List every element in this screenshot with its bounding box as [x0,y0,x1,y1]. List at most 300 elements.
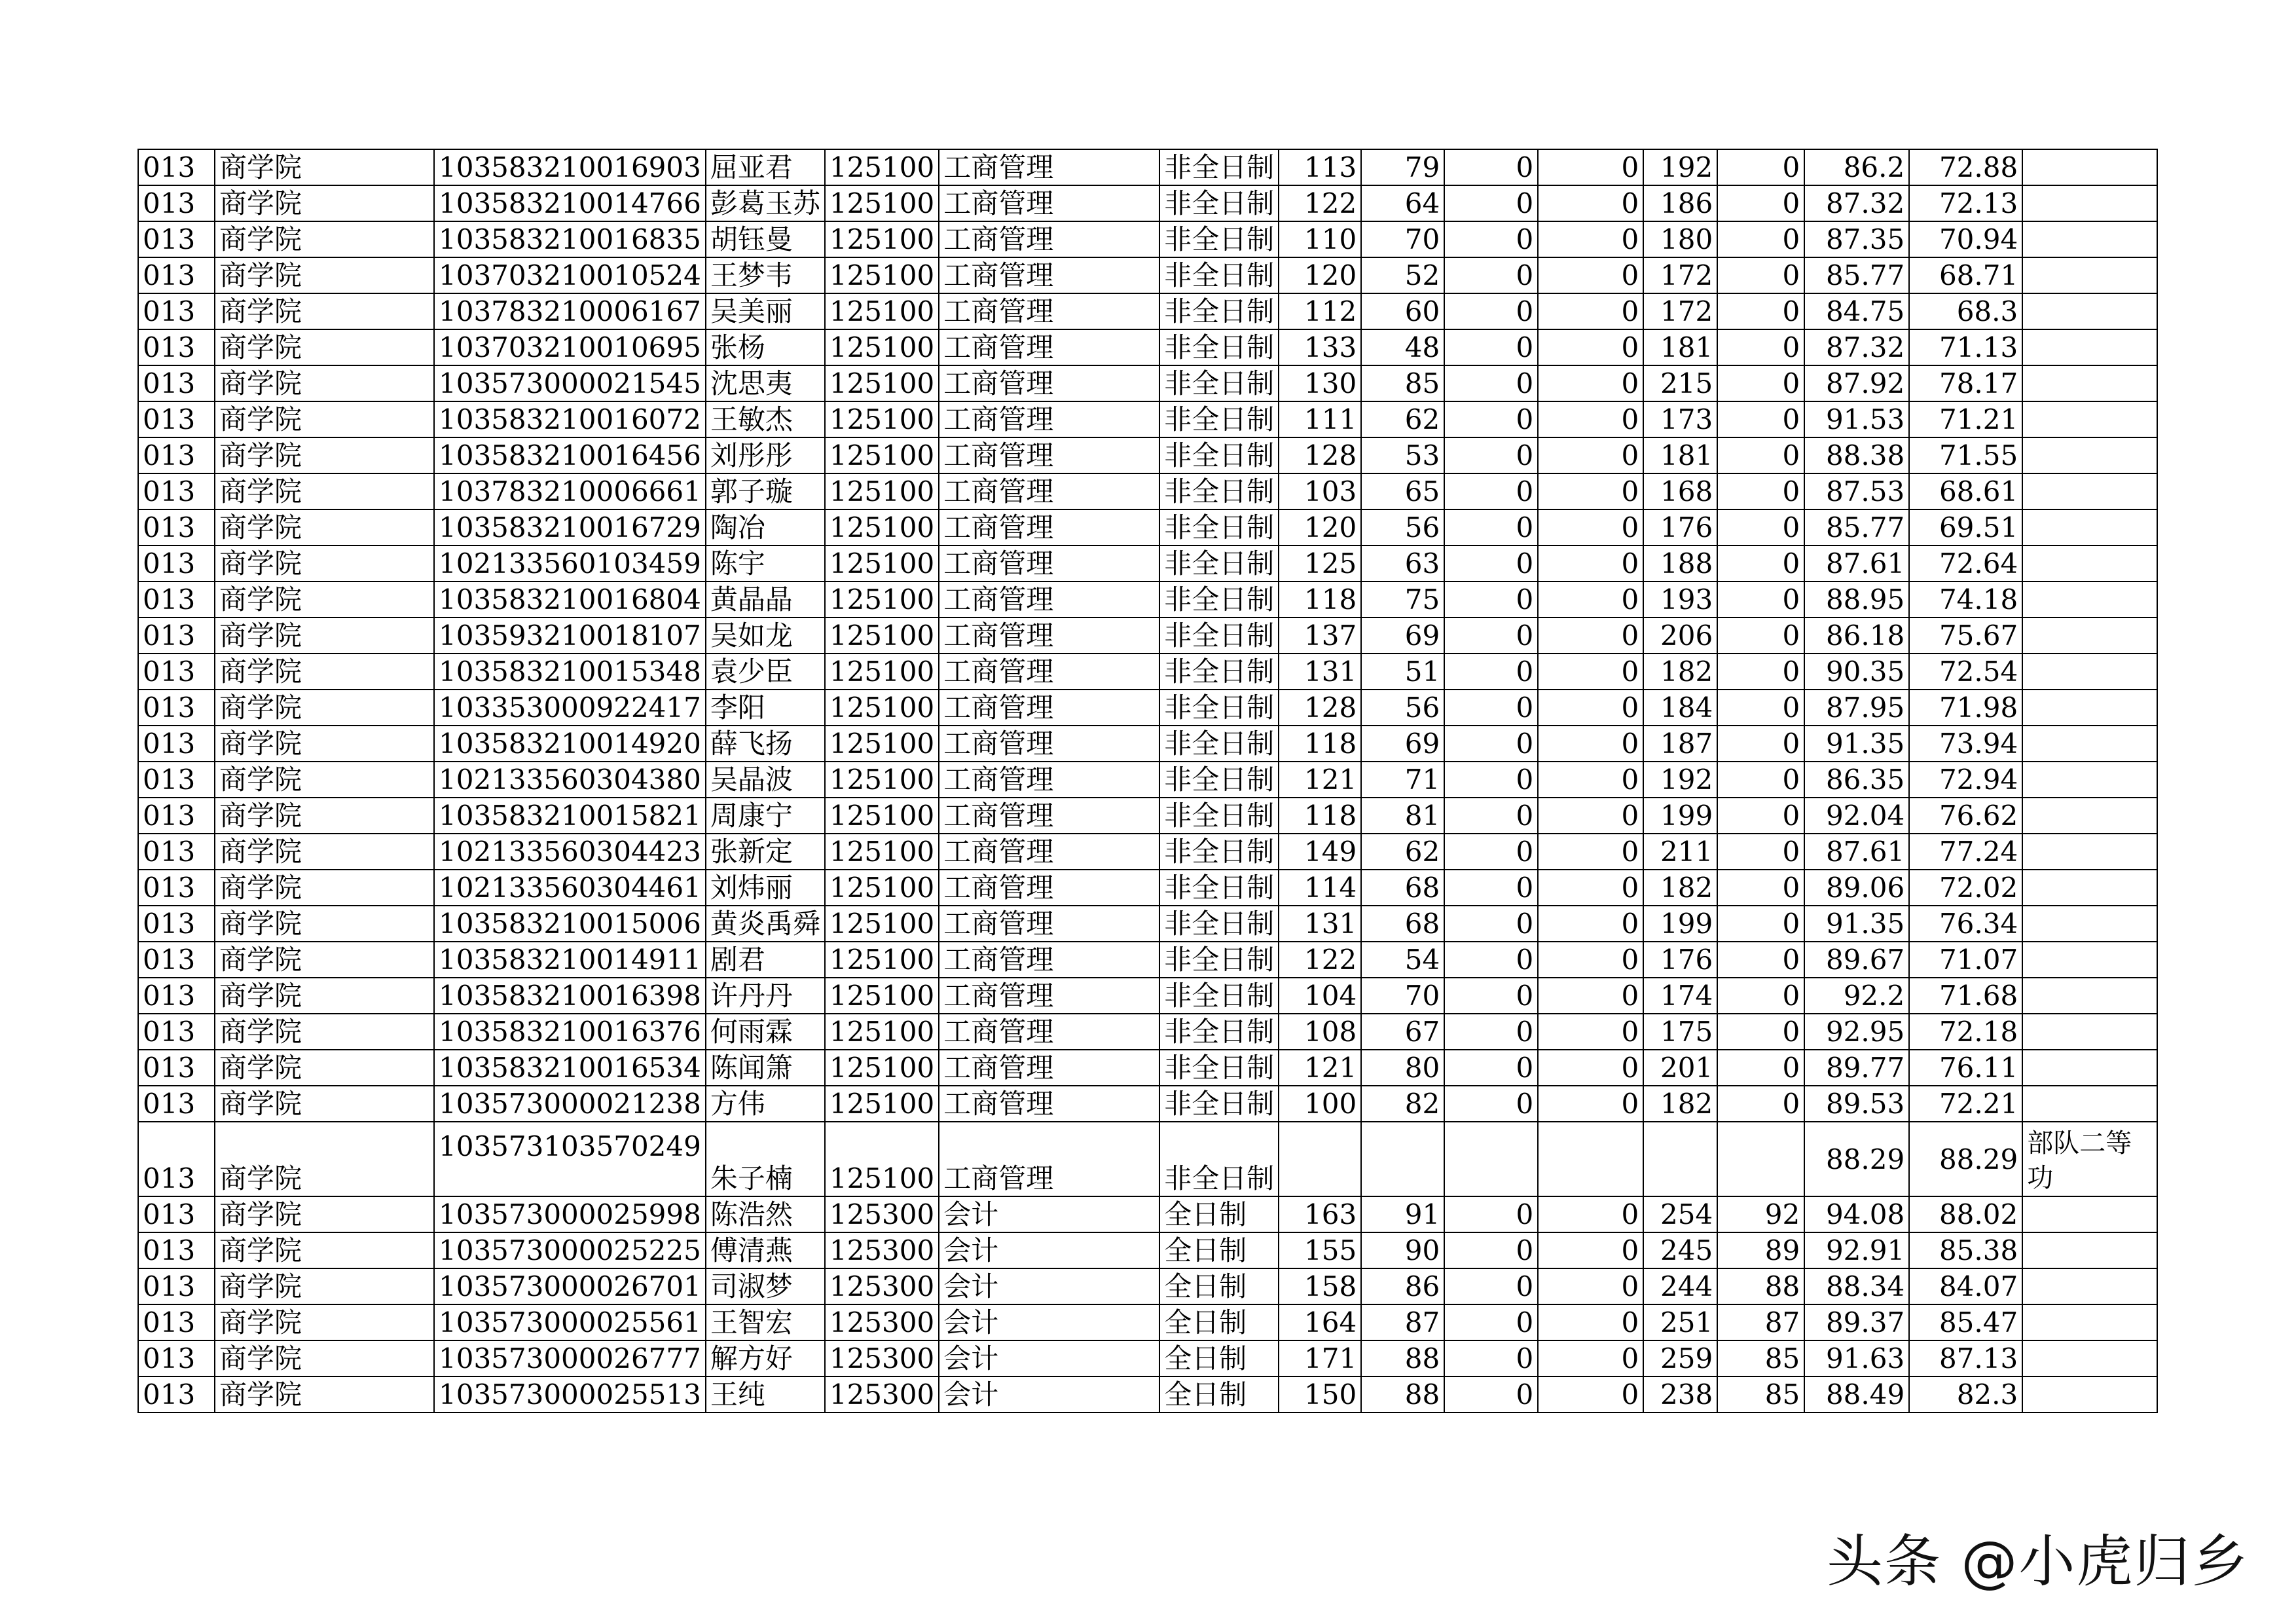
cell-exam-id: 103573000025998 [434,1196,706,1232]
cell-score-a: 122 [1279,185,1361,221]
cell-score-f: 91.53 [1804,401,1909,437]
table-row [138,401,2157,437]
cell-score-a: 150 [1279,1376,1361,1412]
cell-score-b: 56 [1361,509,1444,545]
cell-major-code: 125100 [825,1014,939,1050]
cell-total: 175 [1643,1014,1717,1050]
cell-score-b [1361,1122,1444,1196]
cell-major-code: 125100 [825,1122,939,1196]
cell-score-f: 88.49 [1804,1376,1909,1412]
cell-major-code: 125100 [825,437,939,473]
cell-score-a: 122 [1279,942,1361,978]
cell-score-f: 91.35 [1804,726,1909,762]
cell-school: 商学院 [215,581,434,618]
cell-score-c: 0 [1444,618,1538,654]
cell-note [2022,798,2157,834]
cell-score-e: 88 [1717,1268,1804,1304]
cell-total: 201 [1643,1050,1717,1086]
cell-final-score: 72.18 [1909,1014,2022,1050]
cell-major-code: 125300 [825,1340,939,1376]
cell-score-b: 67 [1361,1014,1444,1050]
cell-total: 254 [1643,1196,1717,1232]
cell-score-d: 0 [1538,1340,1643,1376]
cell-score-a: 130 [1279,365,1361,401]
table-row [138,581,2157,618]
cell-total: 174 [1643,978,1717,1014]
cell-score-f: 89.53 [1804,1086,1909,1122]
cell-name: 许丹丹 [706,978,825,1014]
cell-major: 工商管理 [939,473,1159,509]
cell-major: 工商管理 [939,870,1159,906]
cell-major: 会计 [939,1340,1159,1376]
cell-score-d: 0 [1538,1196,1643,1232]
cell-major: 工商管理 [939,690,1159,726]
cell-name: 袁少臣 [706,654,825,690]
cell-score-d: 0 [1538,654,1643,690]
cell-major-code: 125300 [825,1376,939,1412]
cell-score-a: 158 [1279,1268,1361,1304]
cell-score-f: 91.35 [1804,906,1909,942]
cell-score-d: 0 [1538,1014,1643,1050]
cell-note [2022,1014,2157,1050]
cell-name: 吴美丽 [706,293,825,329]
cell-score-d: 0 [1538,293,1643,329]
cell-school: 商学院 [215,401,434,437]
cell-score-b: 69 [1361,618,1444,654]
cell-score-f: 92.2 [1804,978,1909,1014]
cell-school: 商学院 [215,1304,434,1340]
cell-name: 方伟 [706,1086,825,1122]
cell-school: 商学院 [215,221,434,257]
cell-score-c: 0 [1444,545,1538,581]
cell-score-b: 62 [1361,834,1444,870]
cell-dept-code: 013 [138,437,215,473]
cell-score-d: 0 [1538,690,1643,726]
cell-major-code: 125300 [825,1304,939,1340]
cell-score-d: 0 [1538,870,1643,906]
cell-major: 工商管理 [939,834,1159,870]
cell-final-score: 88.02 [1909,1196,2022,1232]
cell-score-a: 125 [1279,545,1361,581]
cell-score-e: 0 [1717,221,1804,257]
cell-total: 181 [1643,329,1717,365]
cell-score-c: 0 [1444,437,1538,473]
cell-school: 商学院 [215,1014,434,1050]
cell-major: 工商管理 [939,978,1159,1014]
table-row [138,473,2157,509]
cell-final-score: 71.21 [1909,401,2022,437]
cell-score-f: 88.29 [1804,1122,1909,1196]
cell-study-mode: 非全日制 [1159,1014,1279,1050]
cell-final-score: 85.47 [1909,1304,2022,1340]
cell-score-f: 92.95 [1804,1014,1909,1050]
cell-dept-code: 013 [138,185,215,221]
cell-final-score: 72.88 [1909,149,2022,185]
cell-study-mode: 非全日制 [1159,545,1279,581]
table-row [138,654,2157,690]
cell-dept-code: 013 [138,690,215,726]
cell-final-score: 73.94 [1909,726,2022,762]
cell-final-score: 69.51 [1909,509,2022,545]
cell-note [2022,257,2157,293]
cell-name: 彭葛玉苏 [706,185,825,221]
table-row [138,149,2157,185]
cell-score-d: 0 [1538,798,1643,834]
cell-exam-id: 102133560304423 [434,834,706,870]
cell-school: 商学院 [215,293,434,329]
cell-note [2022,149,2157,185]
cell-score-d: 0 [1538,473,1643,509]
table-body [138,149,2157,1412]
cell-note [2022,329,2157,365]
cell-major: 工商管理 [939,618,1159,654]
table-row [138,906,2157,942]
cell-score-c: 0 [1444,654,1538,690]
cell-final-score: 72.54 [1909,654,2022,690]
cell-score-e: 0 [1717,654,1804,690]
cell-note [2022,978,2157,1014]
cell-major-code: 125100 [825,401,939,437]
cell-school: 商学院 [215,906,434,942]
cell-score-e: 0 [1717,581,1804,618]
cell-school: 商学院 [215,978,434,1014]
cell-score-f: 86.35 [1804,762,1909,798]
cell-score-c: 0 [1444,185,1538,221]
cell-study-mode: 非全日制 [1159,834,1279,870]
cell-final-score: 72.94 [1909,762,2022,798]
cell-note [2022,690,2157,726]
cell-score-b: 53 [1361,437,1444,473]
cell-school: 商学院 [215,1340,434,1376]
table-row [138,1050,2157,1086]
cell-dept-code: 013 [138,1122,215,1196]
cell-major: 会计 [939,1196,1159,1232]
cell-score-e: 0 [1717,185,1804,221]
cell-score-e: 92 [1717,1196,1804,1232]
cell-score-e: 0 [1717,509,1804,545]
cell-school: 商学院 [215,1268,434,1304]
cell-score-d: 0 [1538,221,1643,257]
cell-school: 商学院 [215,690,434,726]
cell-score-f: 85.77 [1804,509,1909,545]
cell-score-f: 87.61 [1804,545,1909,581]
cell-note [2022,1196,2157,1232]
cell-total: 168 [1643,473,1717,509]
cell-major: 工商管理 [939,798,1159,834]
cell-note [2022,618,2157,654]
cell-total: 182 [1643,870,1717,906]
cell-study-mode: 全日制 [1159,1340,1279,1376]
cell-study-mode: 非全日制 [1159,185,1279,221]
cell-note [2022,1268,2157,1304]
cell-score-b: 65 [1361,473,1444,509]
cell-dept-code: 013 [138,942,215,978]
cell-major: 工商管理 [939,1122,1159,1196]
cell-exam-id: 103583210016534 [434,1050,706,1086]
cell-exam-id: 103583210016804 [434,581,706,618]
cell-major-code: 125100 [825,834,939,870]
cell-score-c: 0 [1444,798,1538,834]
cell-major: 工商管理 [939,1050,1159,1086]
cell-score-d: 0 [1538,581,1643,618]
cell-score-d: 0 [1538,726,1643,762]
cell-final-score: 76.62 [1909,798,2022,834]
cell-study-mode: 非全日制 [1159,618,1279,654]
cell-major: 会计 [939,1304,1159,1340]
table-row [138,437,2157,473]
cell-name: 何雨霖 [706,1014,825,1050]
cell-major-code: 125100 [825,690,939,726]
cell-total [1643,1122,1717,1196]
cell-exam-id: 103583210015348 [434,654,706,690]
cell-score-b: 70 [1361,221,1444,257]
cell-major-code: 125100 [825,1050,939,1086]
cell-study-mode: 非全日制 [1159,798,1279,834]
cell-total: 238 [1643,1376,1717,1412]
cell-school: 商学院 [215,437,434,473]
cell-exam-id: 103583210016835 [434,221,706,257]
cell-score-f: 92.04 [1804,798,1909,834]
cell-score-a: 155 [1279,1232,1361,1268]
table-row [138,1122,2157,1196]
cell-score-f: 85.77 [1804,257,1909,293]
cell-exam-id: 103703210010695 [434,329,706,365]
cell-name: 傅清燕 [706,1232,825,1268]
cell-score-c: 0 [1444,870,1538,906]
cell-total: 182 [1643,1086,1717,1122]
cell-exam-id: 103573000025225 [434,1232,706,1268]
cell-school: 商学院 [215,185,434,221]
cell-school: 商学院 [215,1122,434,1196]
cell-score-d: 0 [1538,1086,1643,1122]
table-row [138,762,2157,798]
cell-score-c: 0 [1444,581,1538,618]
cell-total: 173 [1643,401,1717,437]
table-row [138,942,2157,978]
cell-final-score: 68.71 [1909,257,2022,293]
cell-name: 刘彤彤 [706,437,825,473]
cell-score-b: 88 [1361,1340,1444,1376]
cell-total: 180 [1643,221,1717,257]
cell-exam-id: 103573000021238 [434,1086,706,1122]
cell-name: 朱子楠 [706,1122,825,1196]
cell-score-d: 0 [1538,1304,1643,1340]
cell-final-score: 84.07 [1909,1268,2022,1304]
cell-score-b: 54 [1361,942,1444,978]
cell-dept-code: 013 [138,1196,215,1232]
cell-name: 王梦韦 [706,257,825,293]
cell-score-b: 70 [1361,978,1444,1014]
watermark: 头条 @小虎归乡 [1827,1529,2250,1595]
cell-name: 陈浩然 [706,1196,825,1232]
cell-note [2022,293,2157,329]
cell-score-c: 0 [1444,365,1538,401]
cell-dept-code: 013 [138,257,215,293]
cell-total: 215 [1643,365,1717,401]
cell-exam-id: 103583210016398 [434,978,706,1014]
cell-study-mode: 非全日制 [1159,906,1279,942]
cell-note [2022,545,2157,581]
cell-name: 屈亚君 [706,149,825,185]
cell-score-c: 0 [1444,1232,1538,1268]
cell-final-score: 71.55 [1909,437,2022,473]
cell-study-mode: 非全日制 [1159,870,1279,906]
cell-score-b: 88 [1361,1376,1444,1412]
cell-school: 商学院 [215,329,434,365]
cell-major-code: 125100 [825,762,939,798]
cell-dept-code: 013 [138,726,215,762]
cell-school: 商学院 [215,1196,434,1232]
cell-final-score: 76.34 [1909,906,2022,942]
cell-score-a: 171 [1279,1340,1361,1376]
cell-note [2022,1232,2157,1268]
cell-score-f: 91.63 [1804,1340,1909,1376]
cell-score-c: 0 [1444,149,1538,185]
cell-note [2022,473,2157,509]
cell-score-d: 0 [1538,257,1643,293]
cell-major-code: 125100 [825,149,939,185]
cell-exam-id: 103593210018107 [434,618,706,654]
cell-score-f: 87.35 [1804,221,1909,257]
cell-final-score: 88.29 [1909,1122,2022,1196]
cell-school: 商学院 [215,1086,434,1122]
cell-score-b: 68 [1361,870,1444,906]
cell-study-mode: 全日制 [1159,1268,1279,1304]
cell-score-e: 0 [1717,906,1804,942]
cell-score-b: 87 [1361,1304,1444,1340]
cell-dept-code: 013 [138,473,215,509]
cell-score-e: 0 [1717,257,1804,293]
cell-school: 商学院 [215,762,434,798]
cell-score-c: 0 [1444,762,1538,798]
cell-score-a: 110 [1279,221,1361,257]
cell-score-c: 0 [1444,1196,1538,1232]
cell-score-e: 0 [1717,726,1804,762]
cell-major: 工商管理 [939,221,1159,257]
cell-total: 251 [1643,1304,1717,1340]
cell-score-b: 69 [1361,726,1444,762]
cell-school: 商学院 [215,1232,434,1268]
cell-exam-id: 102133560304380 [434,762,706,798]
cell-study-mode: 非全日制 [1159,149,1279,185]
cell-note [2022,401,2157,437]
cell-score-e: 0 [1717,437,1804,473]
cell-final-score: 82.3 [1909,1376,2022,1412]
cell-score-b: 75 [1361,581,1444,618]
cell-dept-code: 013 [138,581,215,618]
cell-name: 胡钰曼 [706,221,825,257]
cell-study-mode: 非全日制 [1159,1122,1279,1196]
cell-score-e: 0 [1717,690,1804,726]
cell-major: 工商管理 [939,581,1159,618]
cell-dept-code: 013 [138,1232,215,1268]
cell-score-b: 62 [1361,401,1444,437]
cell-name: 陶冶 [706,509,825,545]
cell-final-score: 85.38 [1909,1232,2022,1268]
cell-study-mode: 非全日制 [1159,690,1279,726]
cell-score-d: 0 [1538,365,1643,401]
cell-score-f: 90.35 [1804,654,1909,690]
cell-note [2022,1376,2157,1412]
cell-school: 商学院 [215,1050,434,1086]
cell-name: 周康宁 [706,798,825,834]
cell-major-code: 125300 [825,1196,939,1232]
cell-exam-id: 103573103570249 [434,1122,706,1196]
cell-score-e: 0 [1717,978,1804,1014]
cell-major-code: 125300 [825,1268,939,1304]
cell-score-e: 0 [1717,365,1804,401]
cell-name: 黄炎禹舜 [706,906,825,942]
cell-study-mode: 全日制 [1159,1304,1279,1340]
cell-exam-id: 103583210016456 [434,437,706,473]
cell-exam-id: 103783210006661 [434,473,706,509]
cell-major-code: 125100 [825,185,939,221]
cell-score-c: 0 [1444,1376,1538,1412]
cell-exam-id: 103353000922417 [434,690,706,726]
cell-major-code: 125100 [825,618,939,654]
cell-score-b: 60 [1361,293,1444,329]
cell-school: 商学院 [215,149,434,185]
cell-score-b: 82 [1361,1086,1444,1122]
cell-score-f: 89.67 [1804,942,1909,978]
table-row [138,1086,2157,1122]
cell-score-c: 0 [1444,293,1538,329]
cell-note [2022,185,2157,221]
cell-dept-code: 013 [138,1268,215,1304]
cell-study-mode: 非全日制 [1159,401,1279,437]
cell-score-e: 85 [1717,1340,1804,1376]
cell-total: 176 [1643,942,1717,978]
cell-note [2022,509,2157,545]
cell-score-f: 87.92 [1804,365,1909,401]
cell-name: 陈宇 [706,545,825,581]
cell-dept-code: 013 [138,870,215,906]
cell-major-code: 125100 [825,942,939,978]
cell-score-a: 113 [1279,149,1361,185]
cell-major-code: 125100 [825,654,939,690]
cell-major: 工商管理 [939,149,1159,185]
cell-score-e: 89 [1717,1232,1804,1268]
cell-score-b: 85 [1361,365,1444,401]
cell-major: 工商管理 [939,762,1159,798]
cell-score-c: 0 [1444,1304,1538,1340]
cell-score-c: 0 [1444,906,1538,942]
cell-score-b: 86 [1361,1268,1444,1304]
cell-score-c: 0 [1444,221,1538,257]
cell-score-e: 0 [1717,762,1804,798]
cell-score-e: 0 [1717,798,1804,834]
cell-major-code: 125100 [825,545,939,581]
cell-score-a: 104 [1279,978,1361,1014]
cell-score-d: 0 [1538,834,1643,870]
cell-study-mode: 非全日制 [1159,762,1279,798]
cell-dept-code: 013 [138,149,215,185]
cell-score-e: 0 [1717,1086,1804,1122]
cell-final-score: 72.21 [1909,1086,2022,1122]
cell-score-e: 0 [1717,618,1804,654]
cell-name: 王敏杰 [706,401,825,437]
cell-exam-id: 103583210014766 [434,185,706,221]
table-row [138,834,2157,870]
cell-exam-id: 103573000025513 [434,1376,706,1412]
cell-score-b: 81 [1361,798,1444,834]
cell-name: 吴晶波 [706,762,825,798]
cell-total: 186 [1643,185,1717,221]
cell-major-code: 125100 [825,798,939,834]
cell-final-score: 68.61 [1909,473,2022,509]
cell-major: 会计 [939,1268,1159,1304]
cell-name: 黄晶晶 [706,581,825,618]
